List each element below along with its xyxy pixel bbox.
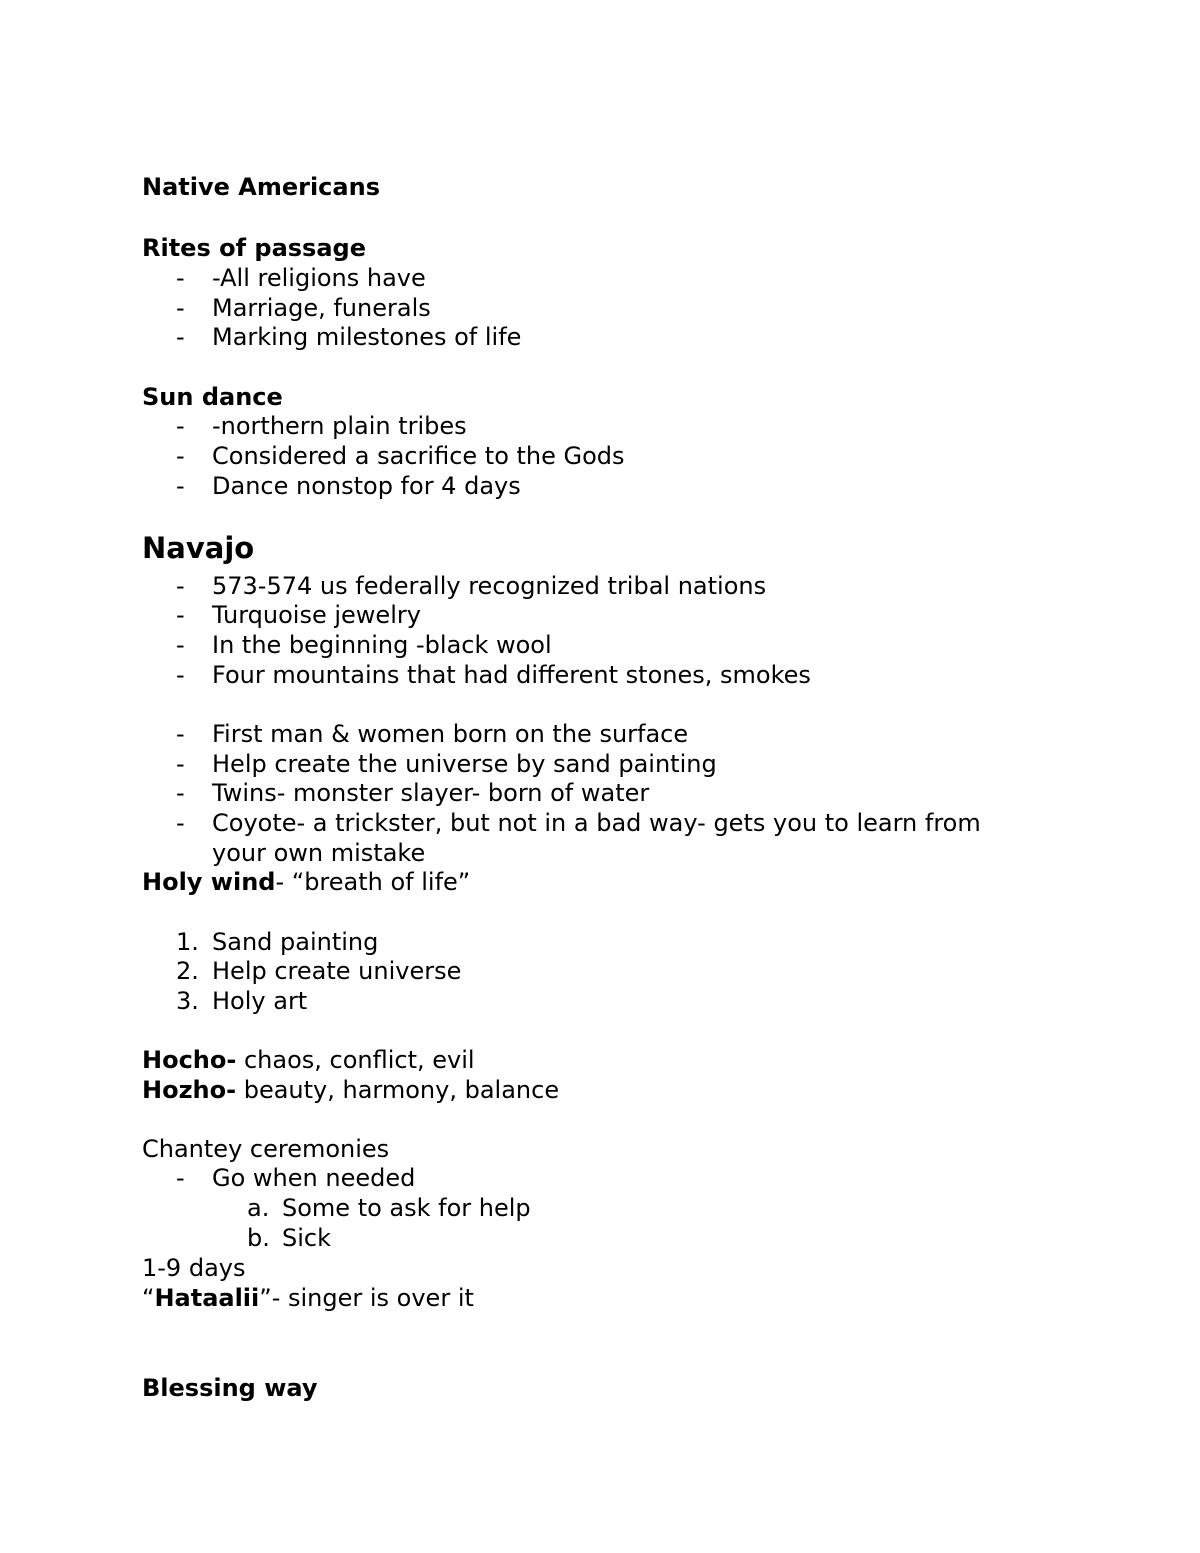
hozho-definition: beauty, harmony, balance (236, 1076, 560, 1104)
page-title: Native Americans (142, 173, 380, 201)
list-item: Sand painting (212, 928, 379, 956)
list-item: Dance nonstop for 4 days (212, 472, 521, 500)
letter-marker: b. (247, 1224, 270, 1252)
hocho-definition: chaos, conflict, evil (236, 1046, 475, 1074)
bullet-marker: - (176, 720, 185, 748)
rites-heading: Rites of passage (142, 234, 366, 262)
holy-wind-term: Holy wind (142, 868, 276, 896)
list-item: Holy art (212, 987, 308, 1015)
hataalii-rest: ”- singer is over it (259, 1284, 474, 1312)
list-item: -All religions have (212, 264, 426, 292)
bullet-marker: - (176, 572, 185, 600)
sub-list-item: Sick (282, 1224, 331, 1252)
bullet-marker: - (176, 442, 185, 470)
list-item: Marking milestones of life (212, 323, 522, 351)
number-marker: 1. (176, 928, 199, 956)
list-item: 573-574 us federally recognized tribal nations (212, 572, 767, 600)
hataalii-open-quote: “ (142, 1284, 155, 1312)
hocho-term: Hocho- (142, 1046, 237, 1074)
hozho-term: Hozho- (142, 1076, 237, 1104)
sub-list-item: Some to ask for help (282, 1194, 531, 1222)
list-item: Marriage, funerals (212, 294, 431, 322)
list-item: First man & women born on the surface (212, 720, 689, 748)
list-item-continuation: your own mistake (212, 839, 426, 867)
list-item: Go when needed (212, 1164, 416, 1192)
list-item: Help create the universe by sand painting (212, 750, 717, 778)
chantey-heading: Chantey ceremonies (142, 1135, 390, 1163)
list-item: Coyote- a trickster, but not in a bad way- gets you to learn from (212, 809, 981, 837)
list-item: Four mountains that had different stones, smokes (212, 661, 811, 689)
hocho-line (142, 1045, 475, 1075)
bullet-marker: - (176, 809, 185, 837)
bullet-marker: - (176, 323, 185, 351)
bullet-marker: - (176, 294, 185, 322)
list-item: -northern plain tribes (212, 412, 467, 440)
bullet-marker: - (176, 779, 185, 807)
duration-text: 1-9 days (142, 1254, 246, 1282)
number-marker: 2. (176, 957, 199, 985)
hataalii-line (142, 1283, 474, 1313)
sun-dance-heading: Sun dance (142, 383, 283, 411)
holy-wind-definition: - “breath of life” (275, 868, 471, 896)
bullet-marker: - (176, 661, 185, 689)
bullet-marker: - (176, 601, 185, 629)
list-item: Considered a sacrifice to the Gods (212, 442, 625, 470)
list-item: Help create universe (212, 957, 462, 985)
bullet-marker: - (176, 412, 185, 440)
number-marker: 3. (176, 987, 199, 1015)
hataalii-term: Hataalii (154, 1284, 260, 1312)
list-item: In the beginning -black wool (212, 631, 552, 659)
navajo-heading: Navajo (142, 531, 255, 565)
list-item: Twins- monster slayer- born of water (212, 779, 650, 807)
blessing-way-heading: Blessing way (142, 1374, 318, 1402)
bullet-marker: - (176, 631, 185, 659)
letter-marker: a. (247, 1194, 270, 1222)
hozho-line (142, 1075, 559, 1105)
bullet-marker: - (176, 264, 185, 292)
list-item: Turquoise jewelry (212, 601, 421, 629)
bullet-marker: - (176, 750, 185, 778)
bullet-marker: - (176, 472, 185, 500)
holy-wind-line (142, 867, 470, 897)
bullet-marker: - (176, 1164, 185, 1192)
